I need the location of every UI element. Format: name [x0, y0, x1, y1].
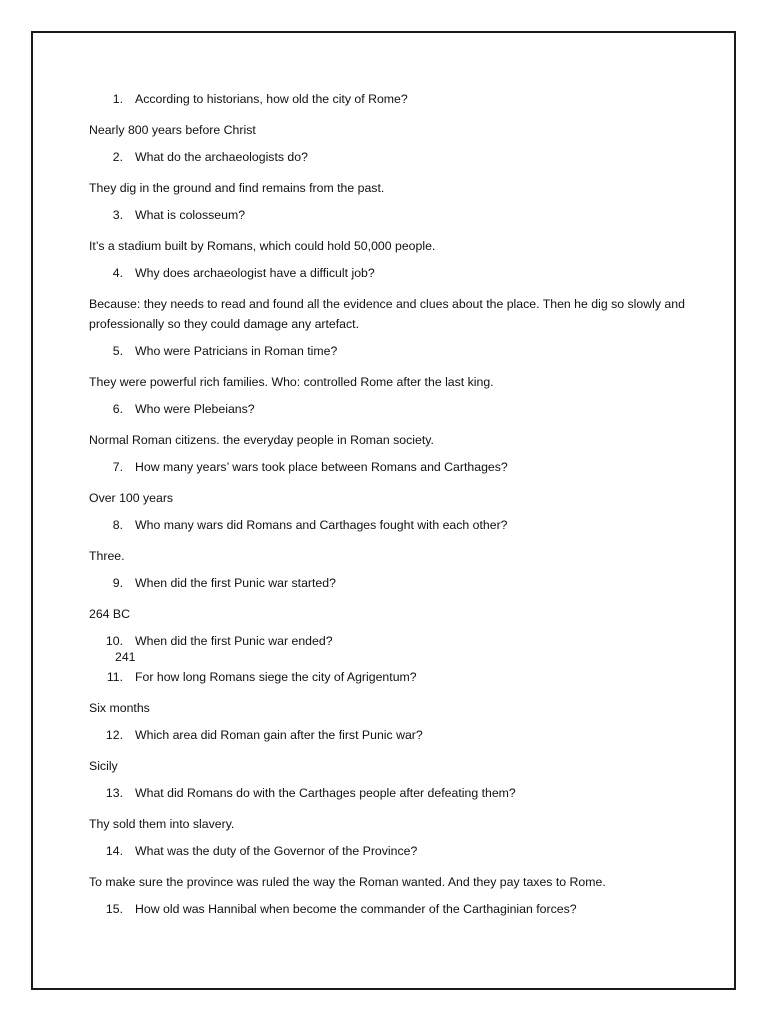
question-12: [89, 727, 729, 743]
question-number: 12.: [105, 728, 123, 742]
question-9: [89, 575, 729, 591]
question-text: What was the duty of the Governor of the Province?: [135, 844, 418, 858]
question-text: How many years’ wars took place between Romans and Carthages?: [135, 460, 508, 474]
question-number: 6.: [112, 402, 123, 416]
question-11: [89, 669, 729, 685]
answer-13: Thy sold them into slavery.: [89, 817, 235, 831]
question-text: Which area did Roman gain after the first Punic war?: [135, 728, 423, 742]
answer-5: They were powerful rich families. Who: controlled Rome after the last king.: [89, 375, 494, 389]
answer-14: To make sure the province was ruled the way the Roman wanted. And they pay taxes to Rome.: [89, 875, 606, 889]
question-text: When did the first Punic war started?: [135, 576, 336, 590]
question-5: [89, 343, 729, 359]
answer-3: It’s a stadium built by Romans, which could hold 50,000 people.: [89, 239, 436, 253]
question-7: [89, 459, 729, 475]
question-3: [89, 207, 729, 223]
question-number: 14.: [105, 844, 123, 858]
answer-12: Sicily: [89, 759, 118, 773]
answer-8: Three.: [89, 549, 125, 563]
question-text: According to historians, how old the city of Rome?: [135, 92, 408, 106]
question-number: 3.: [112, 208, 123, 222]
answer-6: Normal Roman citizens. the everyday people in Roman society.: [89, 433, 434, 447]
question-number: 11.: [106, 670, 123, 684]
answer-7: Over 100 years: [89, 491, 174, 505]
question-text: How old was Hannibal when become the commander of the Carthaginian forces?: [135, 902, 577, 916]
question-10: [89, 633, 729, 649]
answer-9: 264 BC: [89, 607, 131, 621]
question-text: What did Romans do with the Carthages people after defeating them?: [135, 786, 516, 800]
question-1: [89, 91, 729, 107]
question-number: 8.: [112, 518, 123, 532]
question-number: 5.: [112, 344, 123, 358]
question-text: Who were Plebeians?: [135, 402, 255, 416]
question-text: When did the first Punic war ended?: [135, 634, 333, 648]
question-2: [89, 149, 729, 165]
answer-4: Because: they needs to read and found all the evidence and clues about the place. Then he dig so slowly and professionally so they could damage any artefact.: [89, 297, 685, 331]
question-number: 1.: [112, 92, 123, 106]
question-text: What do the archaeologists do?: [135, 150, 308, 164]
question-text: Who many wars did Romans and Carthages fought with each other?: [135, 518, 508, 532]
question-text: Who were Patricians in Roman time?: [135, 344, 338, 358]
answer-2: They dig in the ground and find remains from the past.: [89, 181, 385, 195]
question-8: [89, 517, 729, 533]
answer-10: 241: [115, 650, 136, 664]
question-6: [89, 401, 729, 417]
question-13: [89, 785, 729, 801]
question-15: [89, 901, 729, 917]
question-number: 15.: [105, 902, 123, 916]
qa-list: [89, 91, 729, 930]
question-14: [89, 843, 729, 859]
question-number: 9.: [112, 576, 123, 590]
answer-1: Nearly 800 years before Christ: [89, 123, 256, 137]
question-text: Why does archaeologist have a difficult job?: [135, 266, 375, 280]
question-number: 10.: [105, 634, 123, 648]
question-text: For how long Romans siege the city of Agrigentum?: [135, 670, 417, 684]
question-number: 4.: [112, 266, 123, 280]
question-text: What is colosseum?: [135, 208, 246, 222]
answer-11: Six months: [89, 701, 150, 715]
question-4: [89, 265, 729, 281]
question-number: 13.: [105, 786, 123, 800]
question-number: 2.: [112, 150, 123, 164]
question-number: 7.: [112, 460, 123, 474]
